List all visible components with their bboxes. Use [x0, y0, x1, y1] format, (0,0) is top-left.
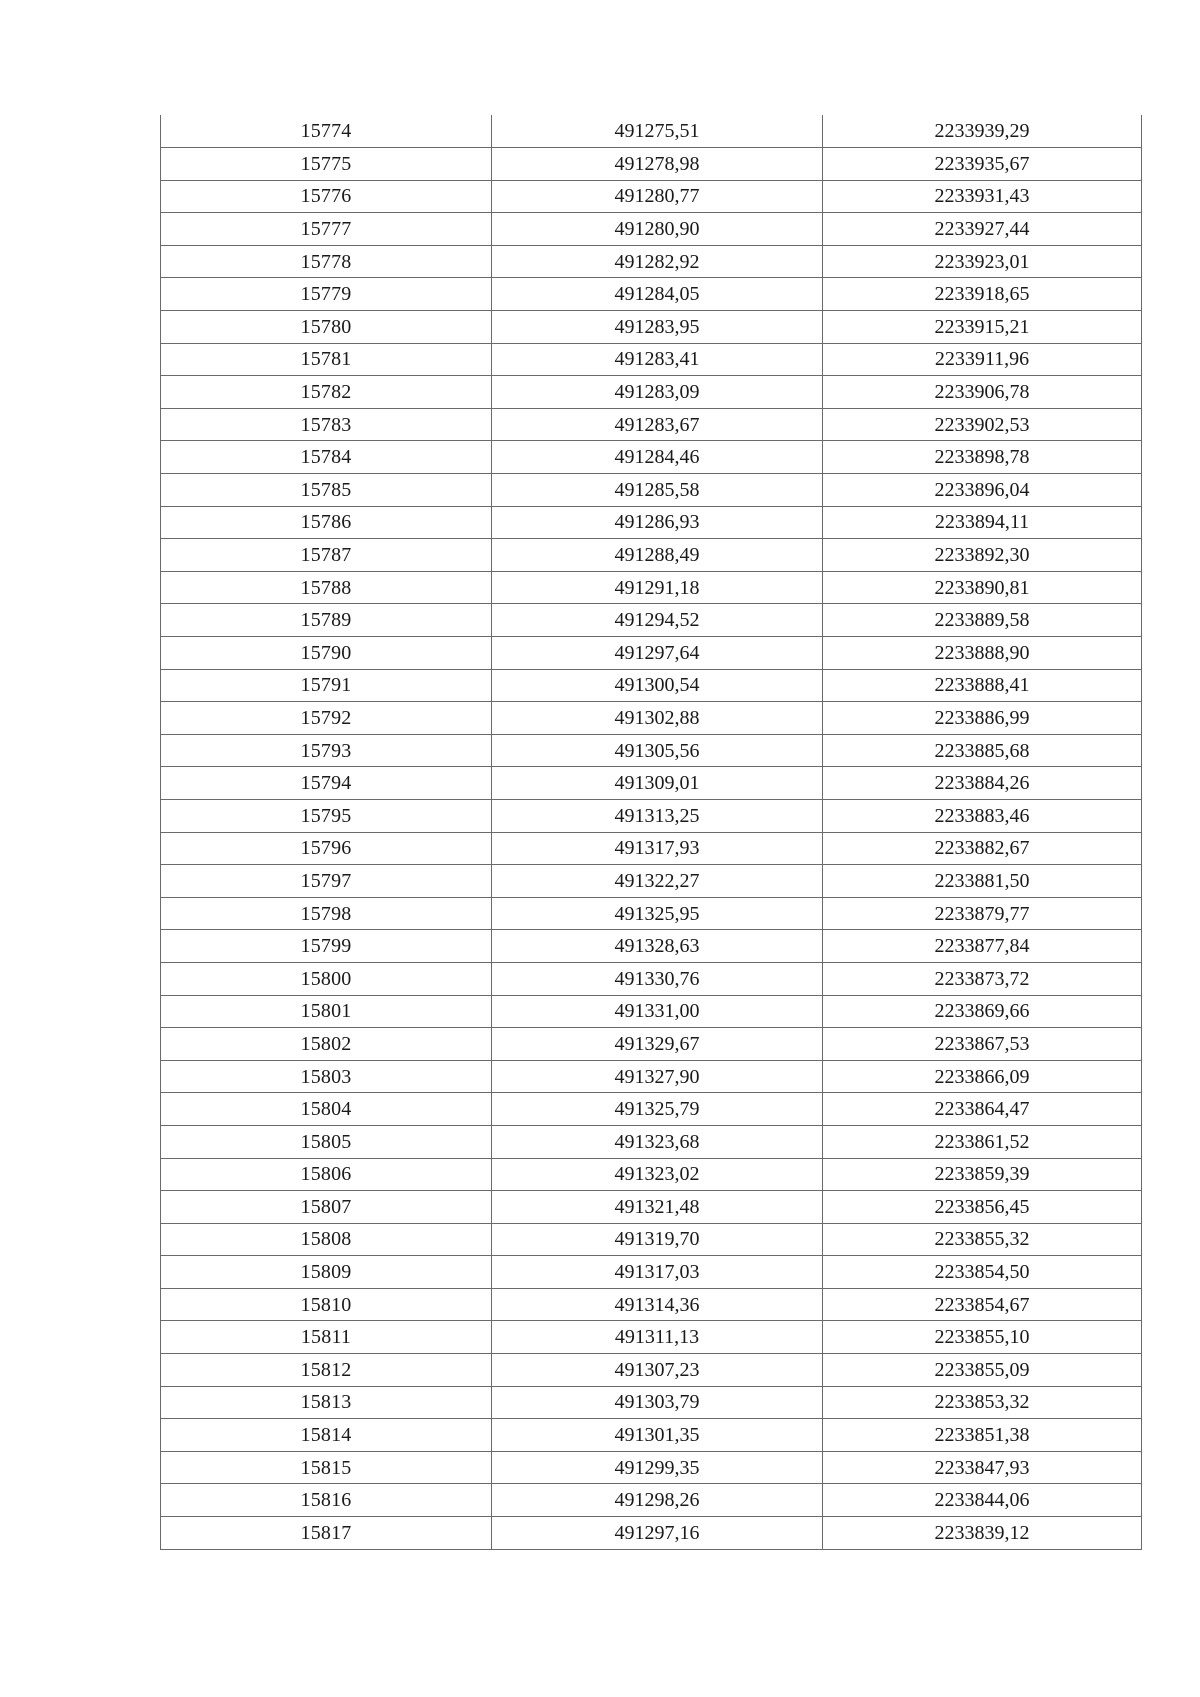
y-coordinate-cell: 2233894,11	[823, 506, 1142, 539]
table-row	[161, 571, 1142, 604]
point-number-cell: 15801	[161, 995, 492, 1028]
point-number-cell: 15787	[161, 539, 492, 572]
x-coordinate-cell: 491284,05	[492, 278, 823, 311]
point-number-cell: 15808	[161, 1223, 492, 1256]
point-number-cell: 15782	[161, 376, 492, 409]
x-coordinate-cell: 491328,63	[492, 930, 823, 963]
x-coordinate-cell: 491301,35	[492, 1419, 823, 1452]
y-coordinate-cell: 2233898,78	[823, 441, 1142, 474]
table-row	[161, 1354, 1142, 1387]
y-coordinate-cell: 2233927,44	[823, 213, 1142, 246]
point-number-cell: 15780	[161, 311, 492, 344]
point-number-cell: 15783	[161, 408, 492, 441]
y-coordinate-cell: 2233854,50	[823, 1256, 1142, 1289]
point-number-cell: 15789	[161, 604, 492, 637]
table-row	[161, 408, 1142, 441]
y-coordinate-cell: 2233885,68	[823, 734, 1142, 767]
y-coordinate-cell: 2233853,32	[823, 1386, 1142, 1419]
table-row	[161, 539, 1142, 572]
point-number-cell: 15776	[161, 180, 492, 213]
y-coordinate-cell: 2233915,21	[823, 311, 1142, 344]
table-row	[161, 1288, 1142, 1321]
y-coordinate-cell: 2233855,09	[823, 1354, 1142, 1387]
point-number-cell: 15810	[161, 1288, 492, 1321]
table-row	[161, 1125, 1142, 1158]
point-number-cell: 15786	[161, 506, 492, 539]
x-coordinate-cell: 491325,79	[492, 1093, 823, 1126]
table-row	[161, 245, 1142, 278]
table-row	[161, 930, 1142, 963]
point-number-cell: 15796	[161, 832, 492, 865]
x-coordinate-cell: 491323,02	[492, 1158, 823, 1191]
y-coordinate-cell: 2233866,09	[823, 1060, 1142, 1093]
y-coordinate-cell: 2233847,93	[823, 1451, 1142, 1484]
x-coordinate-cell: 491325,95	[492, 897, 823, 930]
point-number-cell: 15795	[161, 799, 492, 832]
x-coordinate-cell: 491284,46	[492, 441, 823, 474]
table-row	[161, 962, 1142, 995]
point-number-cell: 15804	[161, 1093, 492, 1126]
table-row	[161, 180, 1142, 213]
point-number-cell: 15809	[161, 1256, 492, 1289]
y-coordinate-cell: 2233884,26	[823, 767, 1142, 800]
point-number-cell: 15792	[161, 702, 492, 735]
point-number-cell: 15800	[161, 962, 492, 995]
table-row	[161, 1060, 1142, 1093]
y-coordinate-cell: 2233881,50	[823, 865, 1142, 898]
table-row	[161, 832, 1142, 865]
point-number-cell: 15799	[161, 930, 492, 963]
point-number-cell: 15791	[161, 669, 492, 702]
x-coordinate-cell: 491323,68	[492, 1125, 823, 1158]
x-coordinate-cell: 491285,58	[492, 474, 823, 507]
table-row	[161, 474, 1142, 507]
table-row	[161, 213, 1142, 246]
y-coordinate-cell: 2233861,52	[823, 1125, 1142, 1158]
x-coordinate-cell: 491300,54	[492, 669, 823, 702]
point-number-cell: 15790	[161, 637, 492, 670]
table-row	[161, 311, 1142, 344]
point-number-cell: 15814	[161, 1419, 492, 1452]
point-number-cell: 15775	[161, 148, 492, 181]
table-row	[161, 343, 1142, 376]
table-row	[161, 441, 1142, 474]
x-coordinate-cell: 491327,90	[492, 1060, 823, 1093]
table-row	[161, 1386, 1142, 1419]
x-coordinate-cell: 491319,70	[492, 1223, 823, 1256]
point-number-cell: 15815	[161, 1451, 492, 1484]
x-coordinate-cell: 491283,95	[492, 311, 823, 344]
table-row	[161, 1223, 1142, 1256]
y-coordinate-cell: 2233931,43	[823, 180, 1142, 213]
x-coordinate-cell: 491275,51	[492, 115, 823, 148]
y-coordinate-cell: 2233918,65	[823, 278, 1142, 311]
x-coordinate-cell: 491331,00	[492, 995, 823, 1028]
table-row	[161, 1093, 1142, 1126]
table-row	[161, 506, 1142, 539]
table-row	[161, 278, 1142, 311]
point-number-cell: 15805	[161, 1125, 492, 1158]
x-coordinate-cell: 491302,88	[492, 702, 823, 735]
point-number-cell: 15797	[161, 865, 492, 898]
point-number-cell: 15788	[161, 571, 492, 604]
y-coordinate-cell: 2233879,77	[823, 897, 1142, 930]
y-coordinate-cell: 2233923,01	[823, 245, 1142, 278]
x-coordinate-cell: 491313,25	[492, 799, 823, 832]
table-row	[161, 995, 1142, 1028]
y-coordinate-cell: 2233867,53	[823, 1028, 1142, 1061]
y-coordinate-cell: 2233906,78	[823, 376, 1142, 409]
point-number-cell: 15779	[161, 278, 492, 311]
y-coordinate-cell: 2233882,67	[823, 832, 1142, 865]
table-row	[161, 734, 1142, 767]
table-row	[161, 767, 1142, 800]
x-coordinate-cell: 491280,77	[492, 180, 823, 213]
y-coordinate-cell: 2233855,32	[823, 1223, 1142, 1256]
y-coordinate-cell: 2233877,84	[823, 930, 1142, 963]
table-row	[161, 1419, 1142, 1452]
point-number-cell: 15777	[161, 213, 492, 246]
x-coordinate-cell: 491294,52	[492, 604, 823, 637]
x-coordinate-cell: 491309,01	[492, 767, 823, 800]
y-coordinate-cell: 2233935,67	[823, 148, 1142, 181]
table-row	[161, 1028, 1142, 1061]
point-number-cell: 15816	[161, 1484, 492, 1517]
y-coordinate-cell: 2233844,06	[823, 1484, 1142, 1517]
x-coordinate-cell: 491321,48	[492, 1191, 823, 1224]
x-coordinate-cell: 491298,26	[492, 1484, 823, 1517]
point-number-cell: 15812	[161, 1354, 492, 1387]
x-coordinate-cell: 491291,18	[492, 571, 823, 604]
table-row	[161, 865, 1142, 898]
x-coordinate-cell: 491283,41	[492, 343, 823, 376]
y-coordinate-cell: 2233859,39	[823, 1158, 1142, 1191]
x-coordinate-cell: 491317,03	[492, 1256, 823, 1289]
x-coordinate-cell: 491303,79	[492, 1386, 823, 1419]
coordinates-table-body	[161, 115, 1142, 1549]
x-coordinate-cell: 491283,09	[492, 376, 823, 409]
x-coordinate-cell: 491311,13	[492, 1321, 823, 1354]
x-coordinate-cell: 491299,35	[492, 1451, 823, 1484]
point-number-cell: 15817	[161, 1517, 492, 1550]
point-number-cell: 15781	[161, 343, 492, 376]
y-coordinate-cell: 2233888,41	[823, 669, 1142, 702]
table-row	[161, 115, 1142, 148]
x-coordinate-cell: 491280,90	[492, 213, 823, 246]
point-number-cell: 15802	[161, 1028, 492, 1061]
table-row	[161, 604, 1142, 637]
x-coordinate-cell: 491314,36	[492, 1288, 823, 1321]
table-row	[161, 897, 1142, 930]
table-row	[161, 376, 1142, 409]
table-row	[161, 702, 1142, 735]
y-coordinate-cell: 2233902,53	[823, 408, 1142, 441]
coordinates-table	[160, 115, 1142, 1550]
point-number-cell: 15794	[161, 767, 492, 800]
y-coordinate-cell: 2233890,81	[823, 571, 1142, 604]
x-coordinate-cell: 491288,49	[492, 539, 823, 572]
point-number-cell: 15785	[161, 474, 492, 507]
table-row	[161, 1517, 1142, 1550]
point-number-cell: 15774	[161, 115, 492, 148]
point-number-cell: 15811	[161, 1321, 492, 1354]
x-coordinate-cell: 491330,76	[492, 962, 823, 995]
table-row	[161, 1191, 1142, 1224]
y-coordinate-cell: 2233854,67	[823, 1288, 1142, 1321]
x-coordinate-cell: 491322,27	[492, 865, 823, 898]
y-coordinate-cell: 2233883,46	[823, 799, 1142, 832]
y-coordinate-cell: 2233886,99	[823, 702, 1142, 735]
y-coordinate-cell: 2233869,66	[823, 995, 1142, 1028]
x-coordinate-cell: 491305,56	[492, 734, 823, 767]
table-row	[161, 637, 1142, 670]
x-coordinate-cell: 491297,64	[492, 637, 823, 670]
y-coordinate-cell: 2233873,72	[823, 962, 1142, 995]
x-coordinate-cell: 491329,67	[492, 1028, 823, 1061]
y-coordinate-cell: 2233911,96	[823, 343, 1142, 376]
x-coordinate-cell: 491278,98	[492, 148, 823, 181]
point-number-cell: 15806	[161, 1158, 492, 1191]
x-coordinate-cell: 491283,67	[492, 408, 823, 441]
y-coordinate-cell: 2233939,29	[823, 115, 1142, 148]
point-number-cell: 15798	[161, 897, 492, 930]
y-coordinate-cell: 2233864,47	[823, 1093, 1142, 1126]
y-coordinate-cell: 2233892,30	[823, 539, 1142, 572]
table-row	[161, 669, 1142, 702]
y-coordinate-cell: 2233855,10	[823, 1321, 1142, 1354]
x-coordinate-cell: 491317,93	[492, 832, 823, 865]
x-coordinate-cell: 491286,93	[492, 506, 823, 539]
table-row	[161, 1256, 1142, 1289]
table-row	[161, 1451, 1142, 1484]
x-coordinate-cell: 491297,16	[492, 1517, 823, 1550]
y-coordinate-cell: 2233889,58	[823, 604, 1142, 637]
point-number-cell: 15784	[161, 441, 492, 474]
table-row	[161, 799, 1142, 832]
table-row	[161, 148, 1142, 181]
point-number-cell: 15793	[161, 734, 492, 767]
y-coordinate-cell: 2233839,12	[823, 1517, 1142, 1550]
point-number-cell: 15803	[161, 1060, 492, 1093]
table-row	[161, 1321, 1142, 1354]
y-coordinate-cell: 2233856,45	[823, 1191, 1142, 1224]
y-coordinate-cell: 2233851,38	[823, 1419, 1142, 1452]
y-coordinate-cell: 2233896,04	[823, 474, 1142, 507]
x-coordinate-cell: 491282,92	[492, 245, 823, 278]
x-coordinate-cell: 491307,23	[492, 1354, 823, 1387]
point-number-cell: 15778	[161, 245, 492, 278]
point-number-cell: 15813	[161, 1386, 492, 1419]
point-number-cell: 15807	[161, 1191, 492, 1224]
table-row	[161, 1158, 1142, 1191]
y-coordinate-cell: 2233888,90	[823, 637, 1142, 670]
table-row	[161, 1484, 1142, 1517]
